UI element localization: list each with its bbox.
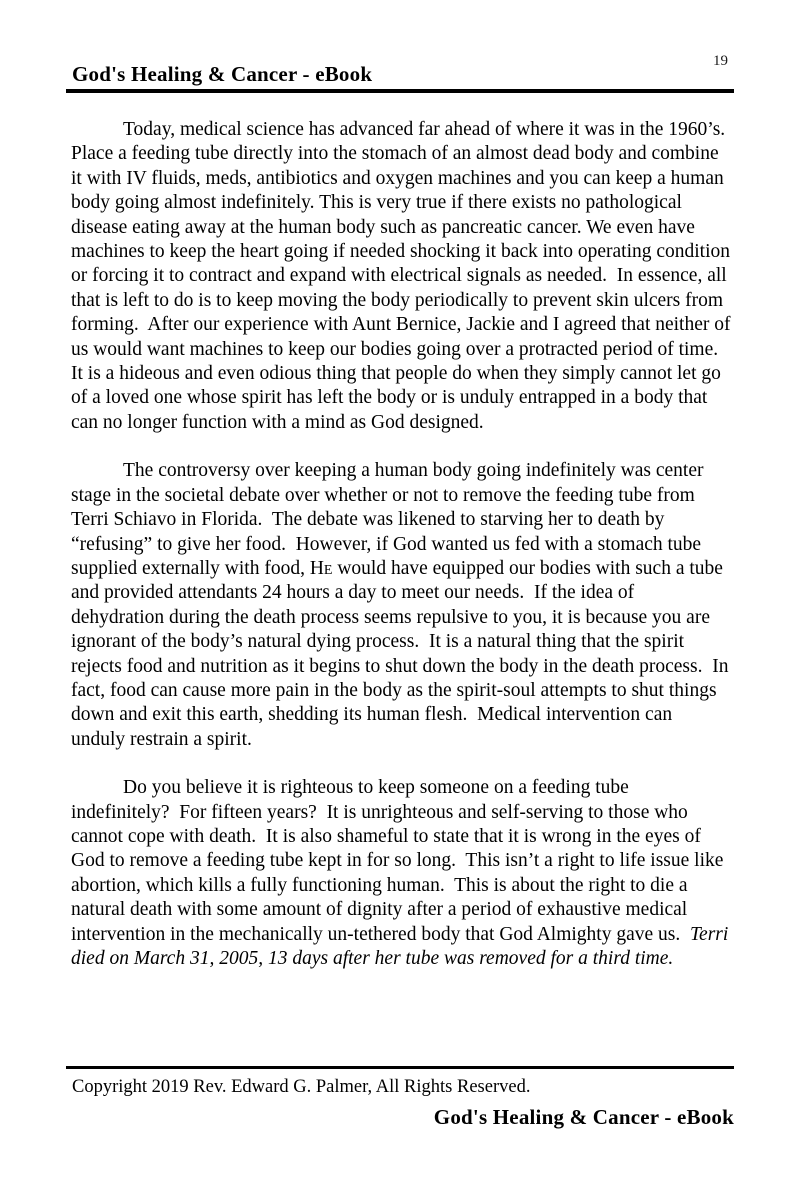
header-title: God's Healing & Cancer - eBook [72,62,373,86]
page-header [66,61,734,93]
paragraph-2 [71,459,734,752]
paragraph-3-text: Do you believe it is righteous to keep someone on a feeding tube indefinitely? For fifteen years? It is unrighteous and self-serving to those who cannot cope with death. It is also shameful to state that it is wrong in the eyes of God to remove a feeding tube kept in for so long. This isn’t a right to life issue like abortion, which kills a fully functioning human. This is about the right to die a natural death with some amount of dignity after a period of exhaustive medical intervention in the mechanically un-tethered body that God Almighty gave us. [71,777,729,945]
paragraph-3 [71,776,734,971]
paragraph-1 [71,118,736,435]
paragraph-1-text: Today, medical science has advanced far ahead of where it was in the 1960’s. Place a feeding tube directly into the stomach of an almost dead body and combine it with IV fluids, meds, antibiotics and oxygen machines and you can keep a human body going almost indefinitely. This is very true if there exists no pathological disease eating away at the human body such as pancreatic cancer. We even have machines to keep the heart going if needed shocking it back into operating condition or forcing it to contract and expand with electrical signals as needed. In essence, all that is left to do is to keep moving the body periodically to prevent skin ulcers from forming. After our experience with Aunt Bernice, Jackie and I agreed that neither of us would want machines to keep our bodies going over a protracted period of time. It is a hideous and even odious thing that people do when they simply cannot let go of a loved one whose spirit has left the body or is unduly entrapped in a body that can no longer function with a mind as God designed. [71,119,736,433]
paragraph-2-he-smallcaps: He [309,557,333,579]
paragraph-2-text-b: would have equipped our bodies with such a tube and provided attendants 24 hours a day to meet our needs. If the idea of dehydration during the death process seems repulsive to you, it is because you are ignorant of the body’s natural dying process. It is a natural thing that the spirit rejects food and nutrition as it begins to shut down the body in the death process. In fact, food can cause more pain in the body as the spirit-soul attempts to shut things down and exit this earth, shedding its human flesh. Medical intervention can unduly restrain a spirit. [71,557,734,750]
paragraph-3-terri-note-italic: Terri died on March 31, 2005, 13 days after her tube was removed for a third time. [71,923,734,969]
copyright-line: Copyright 2019 Rev. Edward G. Palmer, All Rights Reserved. [72,1077,531,1097]
page-footer [66,1066,734,1130]
paragraph-2-text-a: The controversy over keeping a human body going indefinitely was center stage in the societal debate over whether or not to remove the feeding tube from Terri Schiavo in Florida. The debate was likened to starving her to death by “refusing” to give her food. However, if God wanted us fed with a stomach tube supplied externally with food, [71,460,709,579]
page-number: 19 [713,53,728,69]
page-body [71,118,736,995]
footer-title: God's Healing & Cancer - eBook [433,1105,734,1129]
